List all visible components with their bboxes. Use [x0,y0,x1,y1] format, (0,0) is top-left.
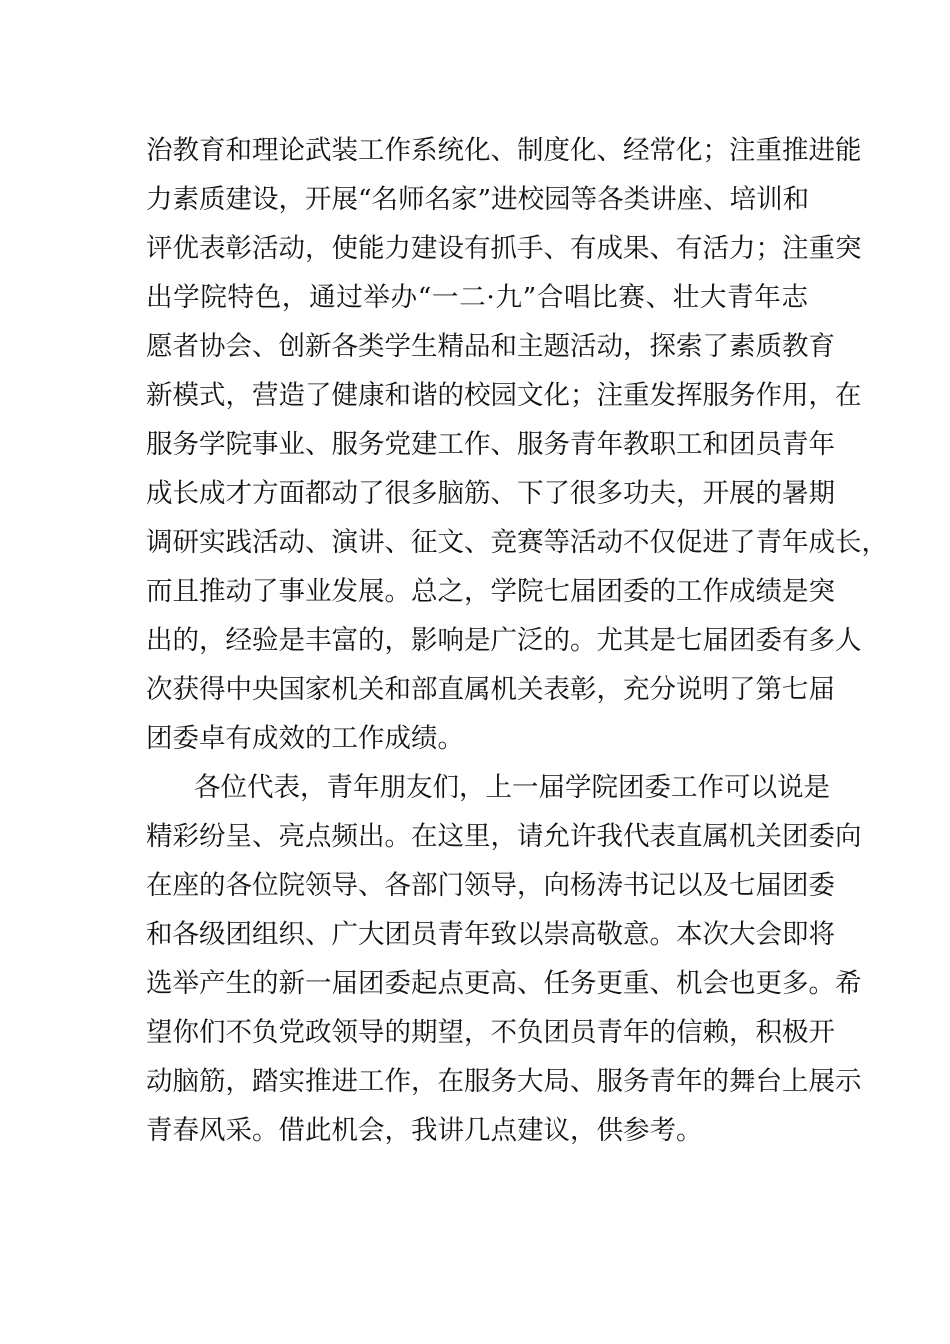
text-line: 成长成才方面都动了很多脑筋、下了很多功夫，开展的暑期 [146,478,835,509]
text-line: 望你们不负党政领导的期望，不负团员青年的信赖，积极开 [146,1017,835,1048]
text-line: 动脑筋，踏实推进工作，在服务大局、服务青年的舞台上展示 [146,1066,862,1097]
text-line: 愿者协会、创新各类学生精品和主题活动，探索了素质教育 [146,331,835,362]
text-line: 治教育和理论武装工作系统化、制度化、经常化；注重推进能 [146,135,862,166]
text-line: 出学院特色，通过举办“一二·九”合唱比赛、壮大青年志 [146,282,808,313]
text-line: 青春风采。借此机会，我讲几点建议，供参考。 [146,1115,703,1146]
text-line: 出的，经验是丰富的，影响是广泛的。尤其是七届团委有多人 [146,625,862,656]
text-line: 选举产生的新一届团委起点更高、任务更重、机会也更多。希 [146,968,862,999]
text-line: 新模式，营造了健康和谐的校园文化；注重发挥服务作用，在 [146,380,862,411]
text-line: 力素质建设，开展“名师名家”进校园等各类讲座、培训和 [146,184,810,215]
text-line: 次获得中央国家机关和部直属机关表彰，充分说明了第七届 [146,674,835,705]
text-line: 评优表彰活动，使能力建设有抓手、有成果、有活力；注重突 [146,233,862,264]
text-line: 精彩纷呈、亮点频出。在这里，请允许我代表直属机关团委向 [146,821,862,852]
text-line: 在座的各位院领导、各部门领导，向杨涛书记以及七届团委 [146,870,835,901]
text-line: 和各级团组织、广大团员青年致以崇高敬意。本次大会即将 [146,919,835,950]
text-line: 服务学院事业、服务党建工作、服务青年教职工和团员青年 [146,429,835,460]
text-line: 调研实践活动、演讲、征文、竞赛等活动不仅促进了青年成长， [146,527,888,558]
text-line: 而且推动了事业发展。总之，学院七届团委的工作成绩是突 [146,576,835,607]
text-line: 各位代表，青年朋友们，上一届学院团委工作可以说是 [194,772,830,803]
text-line: 团委卓有成效的工作成绩。 [146,723,464,754]
